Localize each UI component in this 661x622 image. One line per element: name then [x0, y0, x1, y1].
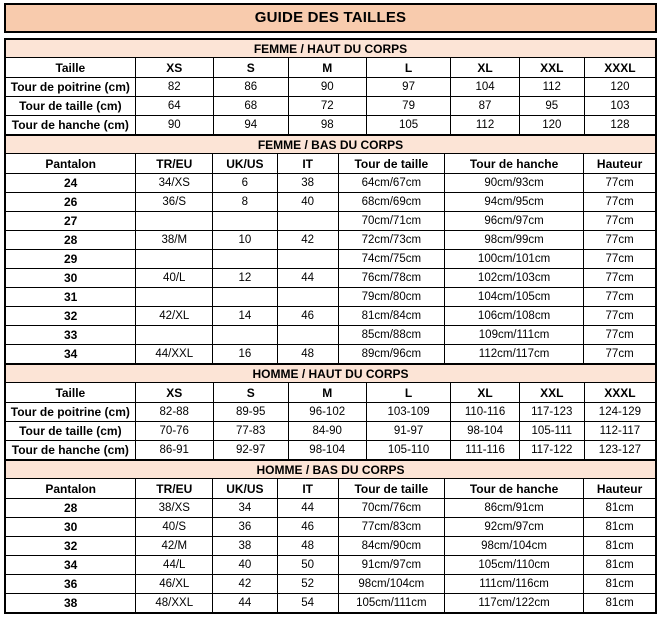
- table-row: [5, 231, 656, 250]
- column-header: Pantalon: [5, 154, 136, 174]
- cell: [213, 250, 277, 269]
- cell: 117cm/122cm: [444, 594, 583, 614]
- cell: 36/S: [136, 193, 213, 212]
- cell: 102cm/103cm: [444, 269, 583, 288]
- cell: 44: [213, 594, 277, 614]
- column-header: XL: [451, 58, 519, 78]
- cell: 128: [584, 116, 656, 136]
- column-header: TR/EU: [136, 479, 213, 499]
- cell: [213, 212, 277, 231]
- table-row: [5, 537, 656, 556]
- row-label: Tour de taille (cm): [5, 422, 135, 441]
- cell: 82: [135, 78, 213, 97]
- cell: 86-91: [135, 441, 213, 461]
- table-row: [5, 269, 656, 288]
- column-header: Tour de hanche: [444, 154, 583, 174]
- cell: 42: [277, 231, 338, 250]
- table-row: [5, 174, 656, 193]
- cell: 16: [213, 345, 277, 365]
- column-header: M: [288, 383, 366, 403]
- cell: 77cm: [584, 212, 656, 231]
- cell: 64cm/67cm: [338, 174, 444, 193]
- table-row: [5, 518, 656, 537]
- column-header: S: [213, 58, 288, 78]
- cell: 34: [213, 499, 277, 518]
- cell: 84cm/90cm: [338, 537, 444, 556]
- column-header: XXXL: [584, 383, 656, 403]
- cell: 105cm/110cm: [444, 556, 583, 575]
- cell: 96-102: [288, 403, 366, 422]
- cell: 117-122: [519, 441, 584, 461]
- cell: 77cm: [584, 193, 656, 212]
- cell: 64: [135, 97, 213, 116]
- cell: 46/XL: [136, 575, 213, 594]
- cell: 109cm/111cm: [444, 326, 583, 345]
- cell: 81cm: [584, 518, 656, 537]
- cell: 86cm/91cm: [444, 499, 583, 518]
- row-label: 30: [5, 269, 136, 288]
- column-header: Pantalon: [5, 479, 136, 499]
- cell: 42/M: [136, 537, 213, 556]
- cell: 38/XS: [136, 499, 213, 518]
- row-label: Tour de poitrine (cm): [5, 78, 135, 97]
- table-row: [5, 441, 656, 461]
- row-label: 34: [5, 345, 136, 365]
- cell: 6: [213, 174, 277, 193]
- table-femme-bas-du-corps: [4, 134, 657, 365]
- column-header: XXL: [519, 58, 584, 78]
- cell: [277, 288, 338, 307]
- column-header: XL: [451, 383, 519, 403]
- cell: [213, 288, 277, 307]
- cell: 95: [519, 97, 584, 116]
- table-homme-bas-du-corps: [4, 459, 657, 614]
- cell: 90: [135, 116, 213, 136]
- cell: 91cm/97cm: [338, 556, 444, 575]
- row-label: 32: [5, 307, 136, 326]
- table-row: [5, 288, 656, 307]
- table-row: [5, 193, 656, 212]
- cell: 54: [277, 594, 338, 614]
- section-heading-row: [5, 135, 656, 154]
- cell: 81cm: [584, 537, 656, 556]
- section-heading-row: [5, 460, 656, 479]
- cell: [277, 250, 338, 269]
- column-header: IT: [277, 154, 338, 174]
- cell: 92cm/97cm: [444, 518, 583, 537]
- cell: 105-110: [366, 441, 451, 461]
- column-header: IT: [277, 479, 338, 499]
- cell: 46: [277, 307, 338, 326]
- cell: 77cm: [584, 250, 656, 269]
- cell: 44/L: [136, 556, 213, 575]
- cell: 81cm: [584, 556, 656, 575]
- column-header: M: [288, 58, 366, 78]
- section-heading: HOMME / BAS DU CORPS: [5, 460, 656, 479]
- cell: 10: [213, 231, 277, 250]
- cell: 94cm/95cm: [444, 193, 583, 212]
- cell: 76cm/78cm: [338, 269, 444, 288]
- cell: 77cm: [584, 345, 656, 365]
- cell: 91-97: [366, 422, 451, 441]
- cell: 98-104: [451, 422, 519, 441]
- cell: 117-123: [519, 403, 584, 422]
- cell: 68: [213, 97, 288, 116]
- table-row: [5, 499, 656, 518]
- cell: 98cm/104cm: [338, 575, 444, 594]
- cell: 77cm: [584, 231, 656, 250]
- cell: 48: [277, 345, 338, 365]
- cell: 103: [584, 97, 656, 116]
- section-heading: FEMME / BAS DU CORPS: [5, 135, 656, 154]
- cell: 36: [213, 518, 277, 537]
- column-header: Taille: [5, 383, 135, 403]
- cell: 77cm/83cm: [338, 518, 444, 537]
- row-label: 30: [5, 518, 136, 537]
- cell: 98cm/104cm: [444, 537, 583, 556]
- cell: 34/XS: [136, 174, 213, 193]
- cell: 79cm/80cm: [338, 288, 444, 307]
- cell: 38: [213, 537, 277, 556]
- cell: 72: [288, 97, 366, 116]
- row-label: 31: [5, 288, 136, 307]
- table-row: [5, 594, 656, 614]
- cell: 98-104: [288, 441, 366, 461]
- cell: 105: [366, 116, 451, 136]
- column-header: Taille: [5, 58, 135, 78]
- section-heading-row: [5, 39, 656, 58]
- cell: 40/L: [136, 269, 213, 288]
- cell: 85cm/88cm: [338, 326, 444, 345]
- cell: [136, 288, 213, 307]
- cell: 97: [366, 78, 451, 97]
- column-header: XXXL: [584, 58, 656, 78]
- cell: 112-117: [584, 422, 656, 441]
- cell: [136, 250, 213, 269]
- cell: [136, 212, 213, 231]
- cell: 77cm: [584, 307, 656, 326]
- table-row: [5, 575, 656, 594]
- cell: 38: [277, 174, 338, 193]
- row-label: 36: [5, 575, 136, 594]
- cell: [277, 212, 338, 231]
- table-row: [5, 345, 656, 365]
- cell: 112: [451, 116, 519, 136]
- cell: 100cm/101cm: [444, 250, 583, 269]
- table-femme-haut-du-corps: [4, 38, 657, 136]
- column-header: Hauteur: [584, 479, 656, 499]
- cell: 104: [451, 78, 519, 97]
- row-label: Tour de hanche (cm): [5, 441, 135, 461]
- row-label: 38: [5, 594, 136, 614]
- cell: 96cm/97cm: [444, 212, 583, 231]
- cell: 46: [277, 518, 338, 537]
- cell: 124-129: [584, 403, 656, 422]
- column-header: S: [213, 383, 288, 403]
- cell: 86: [213, 78, 288, 97]
- row-label: 28: [5, 499, 136, 518]
- cell: 105cm/111cm: [338, 594, 444, 614]
- cell: 50: [277, 556, 338, 575]
- row-label: 28: [5, 231, 136, 250]
- section-heading: FEMME / HAUT DU CORPS: [5, 39, 656, 58]
- table-row: [5, 78, 656, 97]
- cell: 81cm: [584, 594, 656, 614]
- cell: 90cm/93cm: [444, 174, 583, 193]
- row-label: Tour de taille (cm): [5, 97, 135, 116]
- cell: 81cm/84cm: [338, 307, 444, 326]
- cell: [277, 326, 338, 345]
- cell: 84-90: [288, 422, 366, 441]
- row-label: 26: [5, 193, 136, 212]
- section-heading-row: [5, 364, 656, 383]
- cell: 98cm/99cm: [444, 231, 583, 250]
- cell: 123-127: [584, 441, 656, 461]
- cell: 106cm/108cm: [444, 307, 583, 326]
- column-header: Tour de hanche: [444, 479, 583, 499]
- column-header: UK/US: [213, 479, 277, 499]
- cell: 52: [277, 575, 338, 594]
- column-header: L: [366, 58, 451, 78]
- table-row: [5, 556, 656, 575]
- cell: 92-97: [213, 441, 288, 461]
- cell: 105-111: [519, 422, 584, 441]
- cell: 112cm/117cm: [444, 345, 583, 365]
- cell: 90: [288, 78, 366, 97]
- cell: 72cm/73cm: [338, 231, 444, 250]
- row-label: 32: [5, 537, 136, 556]
- cell: 70-76: [135, 422, 213, 441]
- cell: 14: [213, 307, 277, 326]
- cell: 79: [366, 97, 451, 116]
- column-header: Tour de taille: [338, 479, 444, 499]
- cell: 98: [288, 116, 366, 136]
- cell: 70cm/71cm: [338, 212, 444, 231]
- column-header: UK/US: [213, 154, 277, 174]
- cell: 87: [451, 97, 519, 116]
- cell: 42/XL: [136, 307, 213, 326]
- cell: 44/XXL: [136, 345, 213, 365]
- cell: 48: [277, 537, 338, 556]
- row-label: 34: [5, 556, 136, 575]
- table-homme-haut-du-corps: [4, 363, 657, 461]
- cell: 120: [584, 78, 656, 97]
- cell: 120: [519, 116, 584, 136]
- cell: 38/M: [136, 231, 213, 250]
- cell: 77cm: [584, 174, 656, 193]
- cell: 82-88: [135, 403, 213, 422]
- cell: 81cm: [584, 575, 656, 594]
- cell: 40: [213, 556, 277, 575]
- cell: 70cm/76cm: [338, 499, 444, 518]
- cell: 77-83: [213, 422, 288, 441]
- column-header: XS: [135, 58, 213, 78]
- cell: 103-109: [366, 403, 451, 422]
- row-label: Tour de hanche (cm): [5, 116, 135, 136]
- cell: 104cm/105cm: [444, 288, 583, 307]
- column-header: Hauteur: [584, 154, 656, 174]
- column-header: XS: [135, 383, 213, 403]
- cell: 42: [213, 575, 277, 594]
- cell: 40: [277, 193, 338, 212]
- cell: [136, 326, 213, 345]
- section-heading: HOMME / HAUT DU CORPS: [5, 364, 656, 383]
- cell: 81cm: [584, 499, 656, 518]
- cell: 74cm/75cm: [338, 250, 444, 269]
- cell: 12: [213, 269, 277, 288]
- cell: 77cm: [584, 326, 656, 345]
- cell: 44: [277, 269, 338, 288]
- cell: 111cm/116cm: [444, 575, 583, 594]
- cell: 77cm: [584, 288, 656, 307]
- cell: 8: [213, 193, 277, 212]
- cell: 77cm: [584, 269, 656, 288]
- cell: 110-116: [451, 403, 519, 422]
- cell: 112: [519, 78, 584, 97]
- row-label: 29: [5, 250, 136, 269]
- column-header: TR/EU: [136, 154, 213, 174]
- table-row: [5, 212, 656, 231]
- row-label: 27: [5, 212, 136, 231]
- row-label: 33: [5, 326, 136, 345]
- table-header-row: [5, 154, 656, 174]
- cell: [213, 326, 277, 345]
- row-label: 24: [5, 174, 136, 193]
- cell: 89cm/96cm: [338, 345, 444, 365]
- table-header-row: [5, 383, 656, 403]
- table-row: [5, 403, 656, 422]
- cell: 89-95: [213, 403, 288, 422]
- cell: 44: [277, 499, 338, 518]
- table-row: [5, 116, 656, 136]
- row-label: Tour de poitrine (cm): [5, 403, 135, 422]
- cell: 111-116: [451, 441, 519, 461]
- column-header: L: [366, 383, 451, 403]
- page-title: GUIDE DES TAILLES: [4, 3, 657, 33]
- table-row: [5, 422, 656, 441]
- column-header: XXL: [519, 383, 584, 403]
- table-header-row: [5, 479, 656, 499]
- table-row: [5, 326, 656, 345]
- cell: 68cm/69cm: [338, 193, 444, 212]
- table-row: [5, 307, 656, 326]
- cell: 48/XXL: [136, 594, 213, 614]
- table-header-row: [5, 58, 656, 78]
- table-row: [5, 97, 656, 116]
- table-row: [5, 250, 656, 269]
- cell: 40/S: [136, 518, 213, 537]
- column-header: Tour de taille: [338, 154, 444, 174]
- cell: 94: [213, 116, 288, 136]
